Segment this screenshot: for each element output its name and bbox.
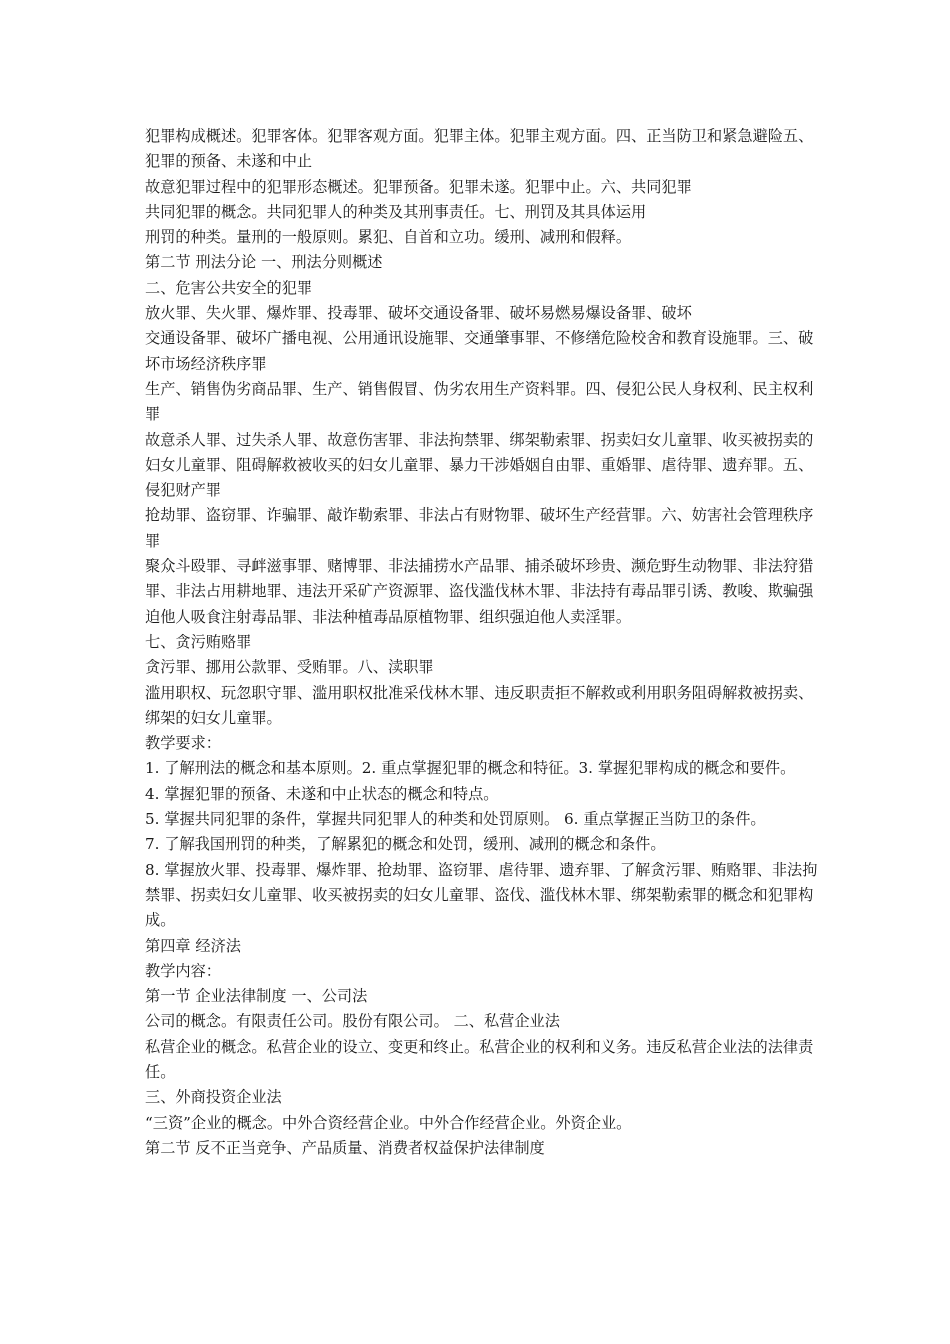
paragraph: 共同犯罪的概念。共同犯罪人的种类及其刑事责任。七、刑罚及其具体运用	[145, 202, 647, 221]
requirement-item: 8. 掌握放火罪、投毒罪、爆炸罪、抢劫罪、盗窃罪、虐待罪、遗弃罪、了解贪污罪、贿赂罪、非法拘禁罪、拐卖妇女儿童罪、收买被拐卖的妇女儿童罪、盗伐、滥伐林木罪、绑架勒索罪的概念和犯罪构成。	[145, 860, 818, 930]
paragraph: 私营企业的概念。私营企业的设立、变更和终止。私营企业的权利和义务。违反私营企业法的法律责任。	[145, 1037, 814, 1081]
section-heading: 教学内容：	[145, 961, 221, 980]
paragraph: 故意杀人罪、过失杀人罪、故意伤害罪、非法拘禁罪、绑架勒索罪、拐卖妇女儿童罪、收买被拐卖的妇女儿童罪、阻碍解救被收买的妇女儿童罪、暴力干涉婚姻自由罪、重婚罪、虐待罪、遗弃罪。五、侵犯财产罪	[145, 430, 814, 500]
section-heading: 七、贪污贿赂罪	[145, 632, 252, 651]
section-heading: 三、外商投资企业法	[145, 1088, 282, 1107]
requirement-item: 4. 掌握犯罪的预备、未遂和中止状态的概念和特点。	[145, 784, 499, 803]
section-heading: 第一节 企业法律制度 一、公司法	[145, 987, 368, 1006]
requirement-item: 5. 掌握共同犯罪的条件，掌握共同犯罪人的种类和处罚原则。 6. 重点掌握正当防卫的条件。	[145, 810, 766, 829]
paragraph: 滥用职权、玩忽职守罪、滥用职权批准采伐林木罪、违反职责拒不解救或利用职务阻碍解救被拐卖、绑架的妇女儿童罪。	[145, 683, 814, 727]
paragraph: 故意犯罪过程中的犯罪形态概述。犯罪预备。犯罪未遂。犯罪中止。六、共同犯罪	[145, 177, 692, 196]
paragraph: “三资”企业的概念。中外合资经营企业。中外合作经营企业。外资企业。	[145, 1113, 632, 1132]
document-body	[145, 124, 821, 1161]
paragraph: 聚众斗殴罪、寻衅滋事罪、赌博罪、非法捕捞水产品罪、捕杀破坏珍贵、濒危野生动物罪、非法狩猎罪、非法占用耕地罪、违法开采矿产资源罪、盗伐滥伐林木罪、非法持有毒品罪引诱、教唆、欺骗强迫他人吸食注射毒品罪、非法种植毒品原植物罪、组织强迫他人卖淫罪。	[145, 557, 814, 626]
section-heading: 第二节 刑法分论 一、刑法分则概述	[145, 253, 383, 272]
section-heading: 第二节 反不正当竞争、产品质量、消费者权益保护法律制度	[145, 1138, 545, 1157]
section-heading: 二、危害公共安全的犯罪	[145, 278, 313, 297]
paragraph: 放火罪、失火罪、爆炸罪、投毒罪、破坏交通设备罪、破坏易燃易爆设备罪、破坏	[145, 304, 692, 323]
paragraph: 犯罪构成概述。犯罪客体。犯罪客观方面。犯罪主体。犯罪主观方面。四、正当防卫和紧急避险五、犯罪的预备、未遂和中止	[145, 127, 814, 171]
requirement-item: 1. 了解刑法的概念和基本原则。2. 重点掌握犯罪的概念和特征。3. 掌握犯罪构成的概念和要件。	[145, 759, 796, 778]
paragraph: 公司的概念。有限责任公司。股份有限公司。 二、私营企业法	[145, 1012, 560, 1031]
paragraph: 生产、销售伪劣商品罪、生产、销售假冒、伪劣农用生产资料罪。四、侵犯公民人身权利、民主权利罪	[145, 379, 814, 424]
paragraph: 抢劫罪、盗窃罪、诈骗罪、敲诈勒索罪、非法占有财物罪、破坏生产经营罪。六、妨害社会管理秩序罪	[145, 506, 814, 550]
section-heading: 教学要求：	[145, 734, 221, 753]
chapter-heading: 第四章 经济法	[145, 936, 241, 955]
paragraph: 刑罚的种类。量刑的一般原则。累犯、自首和立功。缓刑、减刑和假释。	[145, 228, 631, 247]
requirement-item: 7. 了解我国刑罚的种类，了解累犯的概念和处罚，缓刑、减刑的概念和条件。	[145, 835, 666, 854]
paragraph: 交通设备罪、破坏广播电视、公用通讯设施罪、交通肇事罪、不修缮危险校舍和教育设施罪。三、破坏市场经济秩序罪	[145, 329, 814, 373]
paragraph: 贪污罪、挪用公款罪、受贿罪。八、渎职罪	[145, 658, 434, 677]
